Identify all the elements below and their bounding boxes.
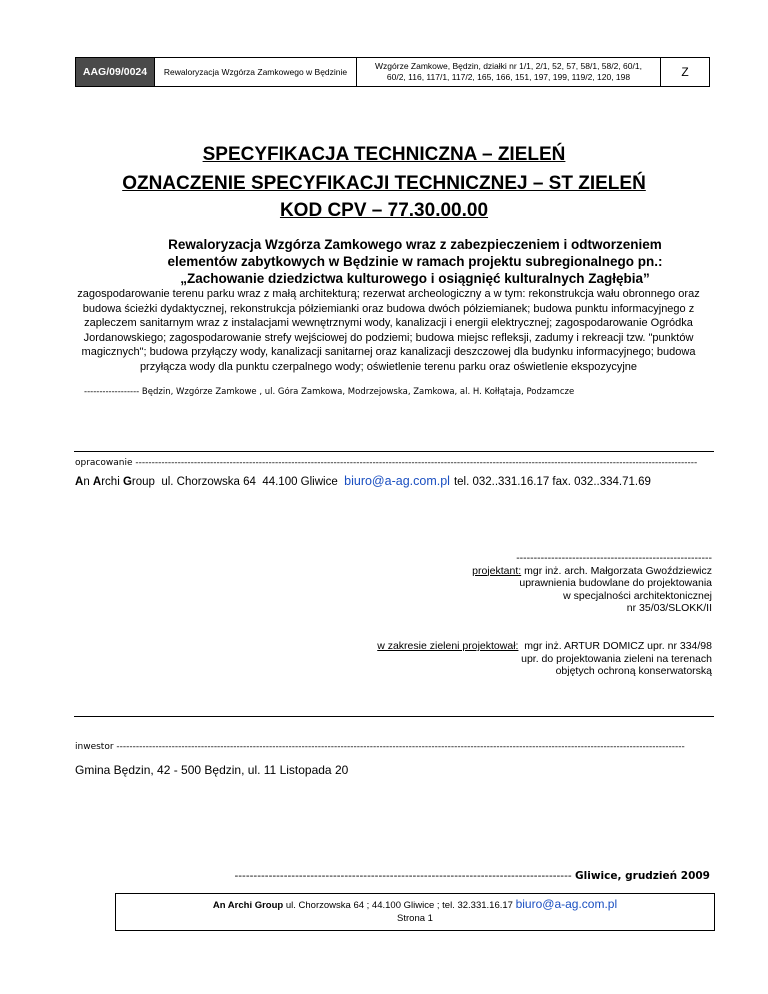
company-initial: A xyxy=(75,476,84,488)
designer-qualification: uprawnienia budowlane do projektowania xyxy=(519,577,712,589)
contractor-address: ul. Chorzowska 64 44.100 Gliwice xyxy=(154,476,345,488)
green-designer-name: mgr inż. ARTUR DOMICZ upr. nr 334/98 xyxy=(518,640,712,652)
prepared-label: opracowanie ----------------------------------------------------------------------------------------------------------------------------------------------------------------------------- xyxy=(75,458,698,468)
designer-dashes: -------------------------------------------------------- xyxy=(516,552,712,564)
location-line-2: 60/2, 116, 117/1, 117/2, 165, 166, 151, 197, 199, 119/2, 120, 198 xyxy=(386,72,631,82)
document-code: AAG/09/0024 xyxy=(76,58,155,87)
company-part: n xyxy=(83,476,93,488)
company-initial: A xyxy=(92,476,102,488)
site-location: ------------------ Będzin, Wzgórze Zamkowe , ul. Góra Zamkowa, Modrzejowska, Zamkowa, al. H. Kołłątaja, Podzamcze xyxy=(84,387,575,397)
contractor-contact xyxy=(75,473,695,491)
investor-value: Gmina Będzin, 42 - 500 Będzin, ul. 11 Listopada 20 xyxy=(75,763,349,777)
designer-label: projektant: xyxy=(472,564,522,577)
contractor-phone: tel. 032..331.16.17 fax. 032..334.71.69 xyxy=(453,476,651,488)
spec-designation-text: OZNACZENIE SPECYFIKACJI TECHNICZNEJ – ST ZIELEŃ xyxy=(122,173,646,194)
page-footer xyxy=(115,893,715,931)
subtitle-line-2: elementów zabytkowych w Będzinie w ramach projektu subregionalnego pn.: xyxy=(167,254,663,269)
subtitle-line-1: Rewaloryzacja Wzgórza Zamkowego wraz z zabezpieczeniem i odtworzeniem xyxy=(168,237,662,252)
designer-line xyxy=(400,565,712,578)
footer-company: An Archi Group xyxy=(212,900,284,911)
green-designer-block xyxy=(290,640,712,678)
section-tag: Z xyxy=(661,58,710,87)
cpv-code-text: KOD CPV – 77.30.00.00 xyxy=(279,200,489,221)
spec-title xyxy=(0,144,768,166)
contractor-email-link[interactable]: biuro@a-ag.com.pl xyxy=(344,474,450,488)
date-dashes: ----------------------------------------------------------------------------------------- xyxy=(234,870,576,882)
designer-specialty: w specjalności architektonicznej xyxy=(563,589,712,602)
green-designer-line xyxy=(290,640,712,653)
designer-name: mgr inż. arch. Małgorzata Gwoździewicz xyxy=(521,564,712,577)
scope-description: zagospodarowanie terenu parku wraz z małą architekturą; rezerwat archeologiczny a w tym: rekonstrukcja wału obronnego oraz budowa ścieżki dydaktycznej, rekonstrukcja półziemianki oraz budowa dwóch półziemianek; budowa punktu informacyjnego z zapleczem sanitarnym wraz z instalacjami wewnętrznymi wody, kanalizacji i energii elektrycznej; zagospodarowanie Ogródka Jordanowskiego; zagospodarowanie strefy wejściowej do podziemi; budowa miejsc refleksji, zadumy i rekreacji tzw. "punktów magicznych"; budowa przyłączy wody, kanalizacji sanitarnej oraz kanalizacji deszczowej dla budynku informacyjnego; budowa przyłącza wody dla punktu czerpalnego wody; oświetlenie terenu parku oraz oświetlenie ekspozycyjne xyxy=(77,288,700,373)
footer-email-link[interactable]: biuro@a-ag.com.pl xyxy=(515,897,618,911)
designer-block xyxy=(400,552,712,615)
project-subtitle xyxy=(115,236,715,287)
spec-designation xyxy=(0,173,768,195)
company-part: rchi xyxy=(101,476,123,488)
cpv-code xyxy=(0,200,768,222)
place-date-text: Gliwice, grudzień 2009 xyxy=(575,870,710,882)
place-date xyxy=(94,870,710,882)
designer-license: nr 35/03/SLOKK/II xyxy=(626,602,712,614)
investor-label: inwestor ------------------------------------------------------------------------------------------------------------------------------------------------------------------------------- xyxy=(75,742,685,752)
divider xyxy=(74,716,714,717)
green-designer-label: w zakresie zieleni projektował: xyxy=(377,640,519,652)
project-name: Rewaloryzacja Wzgórza Zamkowego w Będzinie xyxy=(155,58,357,87)
location-line-1: Wzgórze Zamkowe, Będzin, działki nr 1/1, 2/1, 52, 57, 58/1, 58/2, 60/1, xyxy=(375,61,642,71)
green-designer-qualification: upr. do projektowania zieleni na terenach xyxy=(521,652,712,665)
green-designer-scope: objętych ochroną konserwatorską xyxy=(555,665,712,677)
project-location xyxy=(357,58,661,87)
company-part: roup xyxy=(131,476,155,488)
subtitle-line-3: „Zachowanie dziedzictwa kulturowego i osiągnięć kulturalnych Zagłębia” xyxy=(180,271,650,286)
footer-address: ul. Chorzowska 64 ; 44.100 Gliwice ; tel. 32.331.16.17 xyxy=(283,900,516,911)
spec-title-text: SPECYFIKACJA TECHNICZNA – ZIELEŃ xyxy=(202,144,566,165)
company-initial: G xyxy=(122,476,132,488)
divider xyxy=(74,451,714,452)
document-header xyxy=(75,57,710,87)
page-number: Strona 1 xyxy=(397,913,433,924)
